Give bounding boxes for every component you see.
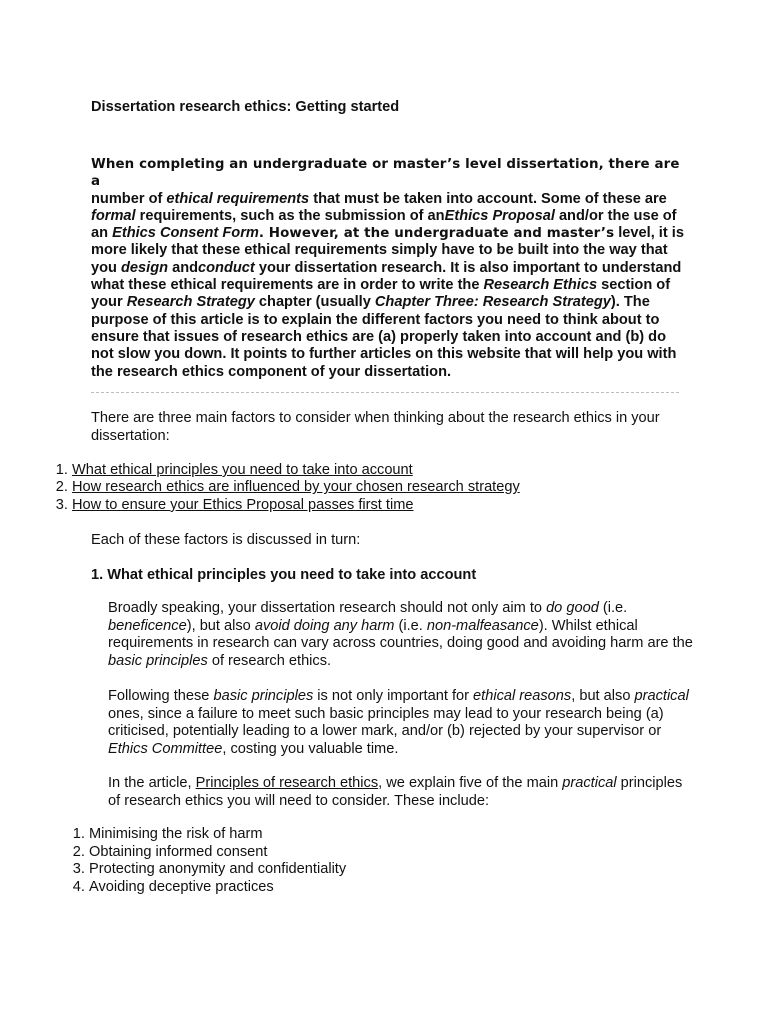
- intro-lead: When completing an undergraduate or master’s level dissertation, there are a: [91, 157, 680, 190]
- document-title: Dissertation research ethics: Getting started: [91, 99, 400, 115]
- section-heading: 1. What ethical principles you need to take into account: [91, 567, 477, 583]
- principles-paragraph-1: Broadly speaking, your dissertation research should not only aim to do good (i.e. beneficence), but also avoid doing any harm (i.e. non-malfeasance). Whilst ethical requirements in research can vary across countries, doing good and avoiding harm are the basic principles of research ethics.: [108, 600, 693, 669]
- intro-paragraph: When completing an undergraduate or master’s level dissertation, there are a number of ethical requirements that must be taken into account. Some of these are formal requirements, such as the submission of anEthics Proposal and/or the use of an Ethics Consent Form. However, at the undergraduate and master’s level, it is more likely that these ethical requirements simply have to be built into the way that you design andconduct your dissertation research. It is also important to understand what these ethical requirements are in order to write the Research Ethics section of your Research Strategy chapter (usually Chapter Three: Research Strategy). The purpose of this article is to explain the different factors you need to think about to ensure that issues of research ethics are (a) properly taken into account and (b) do not slow you down. It points to further articles on this website that will help you with the research ethics component of your dissertation.: [91, 157, 684, 380]
- factor-link[interactable]: How research ethics are influenced by your chosen research strategy: [72, 479, 520, 496]
- factor-link[interactable]: How to ensure your Ethics Proposal passes first time: [72, 496, 414, 513]
- principles-paragraph-2: Following these basic principles is not only important for ethical reasons, but also practical ones, since a failure to meet such basic principles may lead to your research being (a) criticised, potentially leading to a lower mark, and/or (b) rejected by your supervisor or Ethics Committee, costing you valuable time.: [108, 688, 689, 757]
- principles-paragraph-3: In the article, Principles of research ethics, we explain five of the main practical principles of research ethics you will need to consider. These include:: [108, 775, 683, 809]
- list-item: [72, 497, 732, 514]
- list-item: 4. Avoiding deceptive practices: [89, 879, 729, 897]
- factors-intro: There are three main factors to consider when thinking about the research ethics in your dissertation:: [91, 410, 660, 444]
- factor-link[interactable]: What ethical principles you need to take into account: [72, 462, 413, 478]
- principles-list: [0, 826, 729, 896]
- principles-article-link[interactable]: Principles of research ethics: [195, 775, 379, 791]
- list-item: 2. Obtaining informed consent: [89, 844, 729, 862]
- list-item: [72, 462, 732, 479]
- factors-list: [0, 462, 732, 514]
- list-item: 1. Minimising the risk of harm: [89, 826, 729, 844]
- list-item: [72, 479, 732, 496]
- section-divider: [91, 392, 679, 393]
- list-item: 3. Protecting anonymity and confidentiality: [89, 861, 729, 879]
- each-discussed-text: Each of these factors is discussed in turn:: [91, 532, 361, 548]
